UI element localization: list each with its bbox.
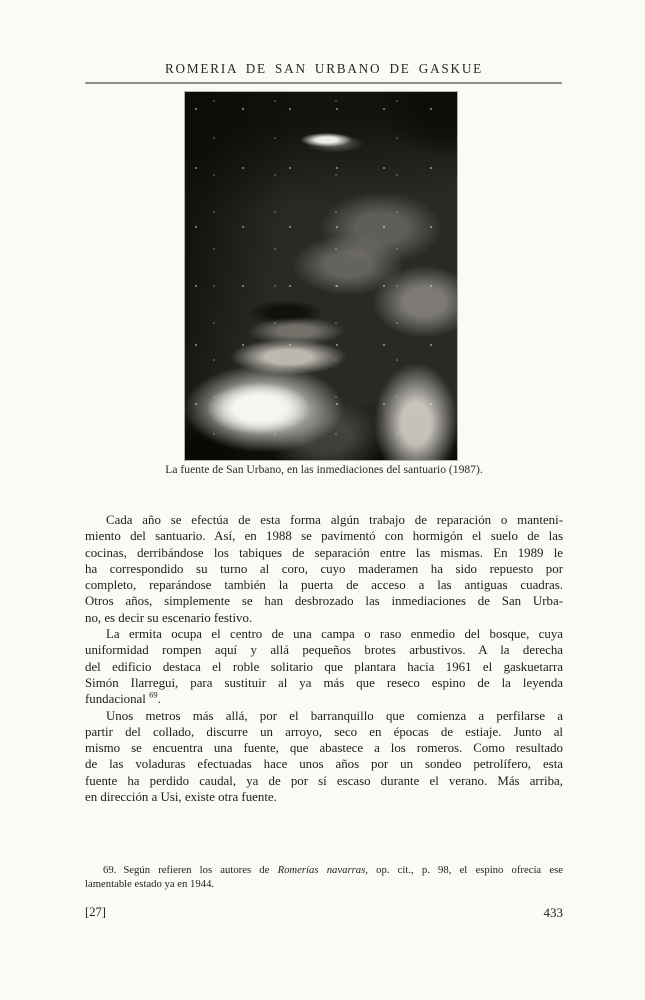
text-line: Otros años, simplemente se han desbrozado las inmediaciones de San Urba-	[85, 594, 563, 609]
text-line: mismo se encuentra una fuente, que abastece a los romeros. Como resultado	[85, 741, 563, 756]
line-text: fundacional	[85, 692, 150, 707]
paragraph-2	[85, 626, 563, 707]
text-line: partir del collado, discurre un arroyo, seco en épocas de estiaje. Junto al	[85, 724, 563, 739]
text-line: miento del santuario. Así, en 1988 se pavimentó con hormigón el suelo de las	[85, 529, 563, 544]
footnote-line	[85, 864, 563, 878]
text-line: Simón Ilarregui, para sustituir al ya más que reseco espino de la leyenda	[85, 675, 563, 690]
text-line: ha correspondido su turno al coro, cuyo maderamen ha sido repuesto por	[85, 561, 563, 576]
text-line: Unos metros más allá, por el barranquillo que comienza a perfilarse a	[106, 708, 563, 723]
footnote-69	[85, 864, 563, 891]
text-line: La ermita ocupa el centro de una campa o raso enmedio del bosque, cuya	[106, 627, 563, 642]
running-head-title: ROMERIA DE SAN URBANO DE GASKUE	[164, 61, 484, 76]
text-line	[85, 691, 563, 707]
paragraph-3	[85, 708, 563, 806]
signature-number: [27]	[85, 905, 106, 919]
line-text: .	[157, 692, 161, 707]
text-line: Cada año se efectúa de esta forma algún trabajo de reparación o manteni-	[106, 513, 563, 527]
header-rule	[85, 82, 562, 84]
photo-caption: La fuente de San Urbano, en las inmediaciones del santuario (1987).	[165, 463, 483, 476]
footnote-text: Según refieren los autores de	[123, 864, 278, 876]
text-line: completo, reparándose también la puerta de acceso a las antiguas cuadras.	[85, 578, 563, 593]
article-body	[85, 512, 563, 805]
text-line: no, es decir su escenario festivo.	[85, 610, 253, 625]
text-line: del edificio destaca el roble solitario que plantara hacia 1961 el gaskuetarra	[85, 659, 563, 674]
text-line: en dirección a Usi, existe otra fuente.	[85, 790, 277, 805]
paragraph-1	[85, 512, 563, 626]
fountain-photo	[185, 92, 457, 460]
footnote-number: 69.	[103, 864, 117, 876]
footnote-line: lamentable estado ya en 1944.	[85, 877, 215, 890]
text-line: de las voladuras efectuadas hace unos años por un sondeo petrolífero, esta	[85, 757, 563, 772]
footnote-text: , op. cit., p. 98, el espino ofrecía ese	[365, 864, 563, 876]
text-line: uniformidad rompen aquí y allá pequeños brotes arbustivos. A la derecha	[85, 643, 563, 658]
cited-work-title: Romerías navarras	[277, 864, 366, 876]
text-line: cocinas, derribándose los tabiques de separación entre las mismas. En 1989 le	[85, 545, 563, 560]
footnote-reference: 69	[149, 689, 158, 700]
text-line: fuente ha perdido caudal, ya de por sí escaso durante el verano. Más arriba,	[85, 773, 563, 788]
page-number: 433	[543, 905, 563, 920]
